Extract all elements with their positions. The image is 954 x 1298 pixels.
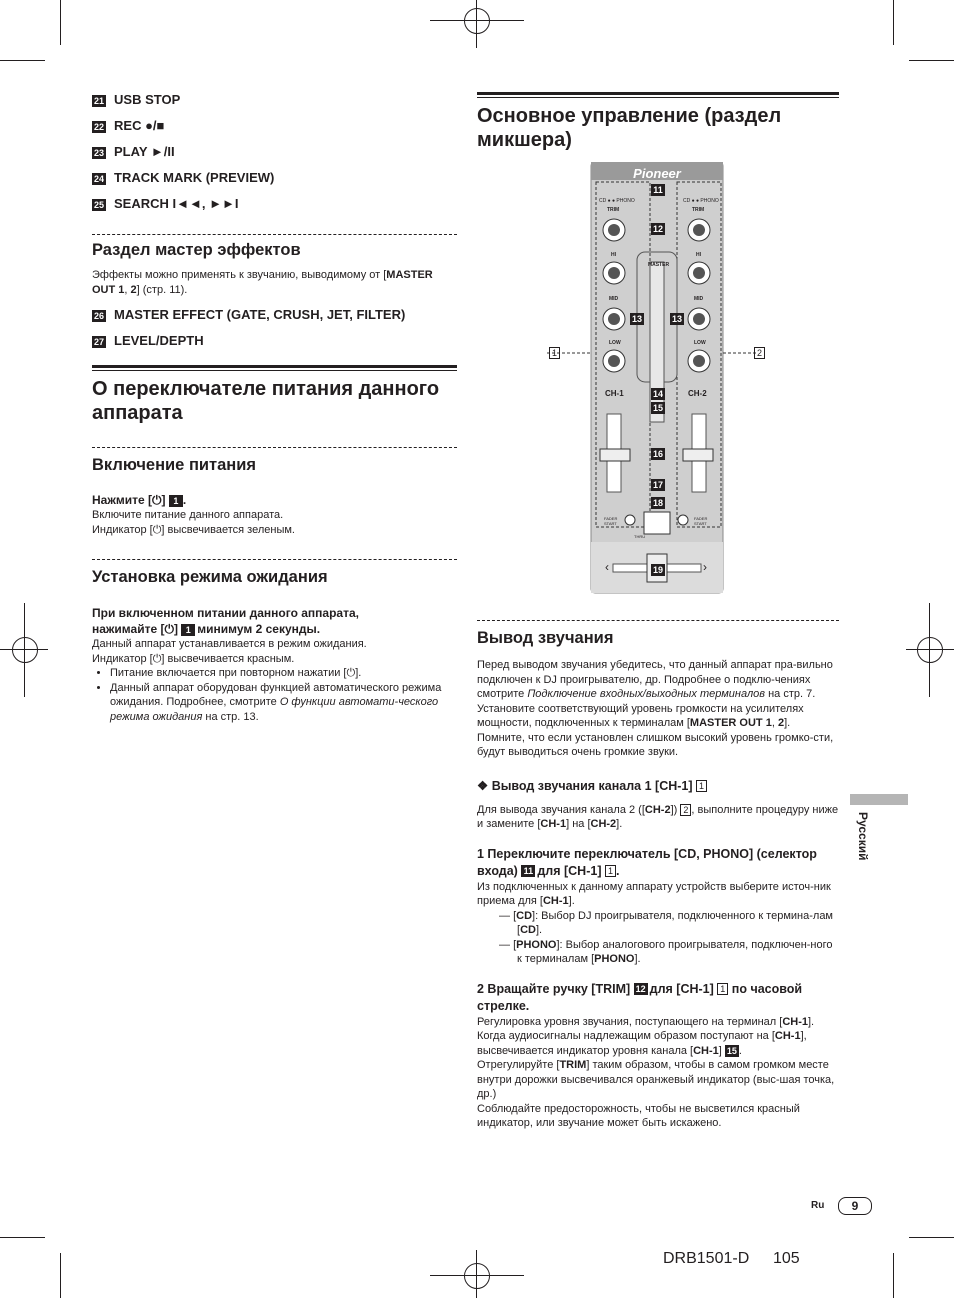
dash-item: — [PHONO]: Выбор аналогового проигрывателя, подключен-ного к терминалам [PHONO]. (499, 938, 833, 965)
crop-mark (60, 0, 61, 45)
paragraph: Данный аппарат устанавливается в режим ожидания. (92, 638, 367, 650)
label: HI (696, 252, 701, 258)
output-section (477, 620, 839, 1131)
paragraph: Из подключенных к данному аппарату устройств выберите источ-ник приема для [CH-1]. (477, 880, 831, 907)
side-tab-label: Русский (856, 812, 870, 861)
label: MID (694, 296, 704, 302)
heading-rule (477, 92, 839, 98)
label: FADER START (604, 516, 618, 526)
paragraph: Перед выводом звучания убедитесь, что данный аппарат пра-вильно подключен к DJ проигрывателю, др. Подробнее о подклю-чениях смотрите Подключение входных/выходных терминалов на стр. 7. (477, 659, 833, 700)
brand-logo: Pioneer (633, 166, 681, 181)
paragraph: Регулировка уровня звучания, поступающего на терминал [CH-1]. (477, 1015, 815, 1028)
crop-mark (893, 0, 894, 45)
page-heading: Основное управление (раздел микшера) (477, 105, 782, 151)
doc-code: DRB1501-D (663, 1250, 750, 1267)
bullet-list (92, 666, 457, 724)
list-item: 25 SEARCH I◄◄, ►►I (94, 196, 239, 211)
crop-mark (0, 60, 45, 61)
paragraph: Индикатор [⏻] высвечивается красным. (92, 652, 295, 665)
callout: 14 (653, 389, 664, 399)
paragraph: Помните, что если установлен слишком высокий уровень громко-сти, будут выводиться очень громкие звуки. (477, 731, 834, 758)
list-item: 21 USB STOP (94, 92, 181, 107)
section-title: Включение питания (92, 456, 257, 474)
left-arrow-icon: ‹ (605, 560, 609, 574)
label: THRU (634, 534, 646, 539)
heading-rule (92, 365, 457, 371)
label: MASTER (648, 262, 670, 268)
left-column (92, 92, 457, 724)
paragraph: Для вывода звучания канала 2 ([CH-2]) 2 , выполните процедуру ниже и замените [CH-1] на [CH-2]. (477, 803, 839, 830)
callout: 1 (549, 347, 560, 359)
divider (92, 447, 457, 448)
side-tab-bar (850, 794, 908, 805)
label: TRIM (692, 207, 705, 213)
callout: 13 (632, 314, 643, 324)
divider (477, 620, 839, 621)
footer-lang: Ru (811, 1200, 825, 1211)
page-heading: О переключателе питания данного аппарата (92, 378, 440, 424)
label: TRIM (607, 207, 620, 213)
step-title: 2 Вращайте ручку [TRIM] 12 для [CH-1] 1 по часовой стрелке. (477, 981, 803, 1013)
paragraph: Соблюдайте предосторожность, чтобы не высветился красный индикатор, или звучание может быть искажено. (477, 1102, 800, 1129)
label: CD ● ● PHONO (683, 198, 719, 204)
callout: 12 (653, 224, 664, 234)
section-title: Установка режима ожидания (92, 568, 328, 586)
callout: 18 (653, 498, 664, 508)
paragraph: Индикатор [⏻] высвечивается зеленым. (92, 523, 295, 536)
page-number: 9 (838, 1197, 872, 1215)
list-item: 27 LEVEL/DEPTH (94, 333, 204, 348)
label: MID (609, 296, 619, 302)
crop-mark (60, 1253, 61, 1298)
paragraph: Когда аудиосигналы надлежащим образом поступают на [CH-1], высвечивается индикатор уровня канала [CH-1] 15 . (477, 1030, 807, 1057)
crop-mark (0, 1237, 45, 1238)
callout: 11 (651, 184, 665, 196)
divider (92, 234, 457, 235)
instruction: Нажмите [⏻] 1 . (92, 493, 187, 507)
label: CH-2 (688, 389, 707, 398)
callout: 16 (653, 449, 664, 459)
list-item: 22 REC ●/■ (94, 118, 165, 133)
list-item: 23 PLAY ►/II (94, 144, 175, 159)
paragraph: Установите соответствующий уровень громкости на усилителях мощности, подключенных к терминалам [MASTER OUT 1, 2]. (477, 702, 804, 729)
doc-page: 105 (773, 1250, 800, 1267)
section-title: Вывод звучания (477, 629, 614, 647)
label: HI (611, 252, 616, 258)
label: FADER START (694, 516, 708, 526)
list-item: • Данный аппарат оборудован функцией автоматического режима ожидания. Подробнее, смотрите О функции автомати-ческого режима ожидания на стр. 13. (110, 681, 457, 725)
mixer-diagram (547, 162, 767, 595)
right-arrow-icon: › (703, 560, 707, 574)
label: CD ● ● PHONO (599, 198, 635, 204)
label: LOW (694, 340, 706, 346)
divider (92, 559, 457, 560)
subsection-title: ❖ Вывод звучания канала 1 [CH-1] 1 (477, 778, 839, 793)
instruction: При включенном питании данного аппарата, нажимайте [⏻] 1 минимум 2 секунды. (92, 606, 359, 636)
list-item: 24 TRACK MARK (PREVIEW) (94, 170, 275, 185)
right-column (477, 92, 839, 152)
callout: 2 (754, 347, 765, 359)
list-item: 26 MASTER EFFECT (GATE, CRUSH, JET, FILTER) (94, 307, 406, 322)
list-item: • Питание включается при повторном нажатии [⏻]. (110, 666, 457, 681)
step-title: 1 Переключите переключатель [CD, PHONO] (селектор входа) 11 для [CH-1] 1 . (477, 846, 817, 878)
crop-mark (909, 60, 954, 61)
callout: 15 (653, 403, 664, 413)
paragraph: Эффекты можно применять к звучанию, выводимому от [MASTER OUT 1, 2] (стр. 11). (92, 269, 433, 296)
callout: 19 (653, 565, 664, 575)
crop-mark (909, 1237, 954, 1238)
paragraph: Отрегулируйте [TRIM] таким образом, чтобы в самом громком месте внутри дорожки высвечивался оранжевый индикатор (выс-шая точка, др.) (477, 1059, 835, 1100)
paragraph: Включите питание данного аппарата. (92, 509, 284, 521)
label: CH-1 (605, 389, 624, 398)
dash-item: — [CD]: Выбор DJ проигрывателя, подключенного к термина-лам [CD]. (499, 909, 833, 936)
callout: 17 (653, 480, 664, 490)
callout: 13 (672, 314, 683, 324)
label: LOW (609, 340, 621, 346)
section-title: Раздел мастер эффектов (92, 241, 301, 259)
crop-mark (893, 1253, 894, 1298)
